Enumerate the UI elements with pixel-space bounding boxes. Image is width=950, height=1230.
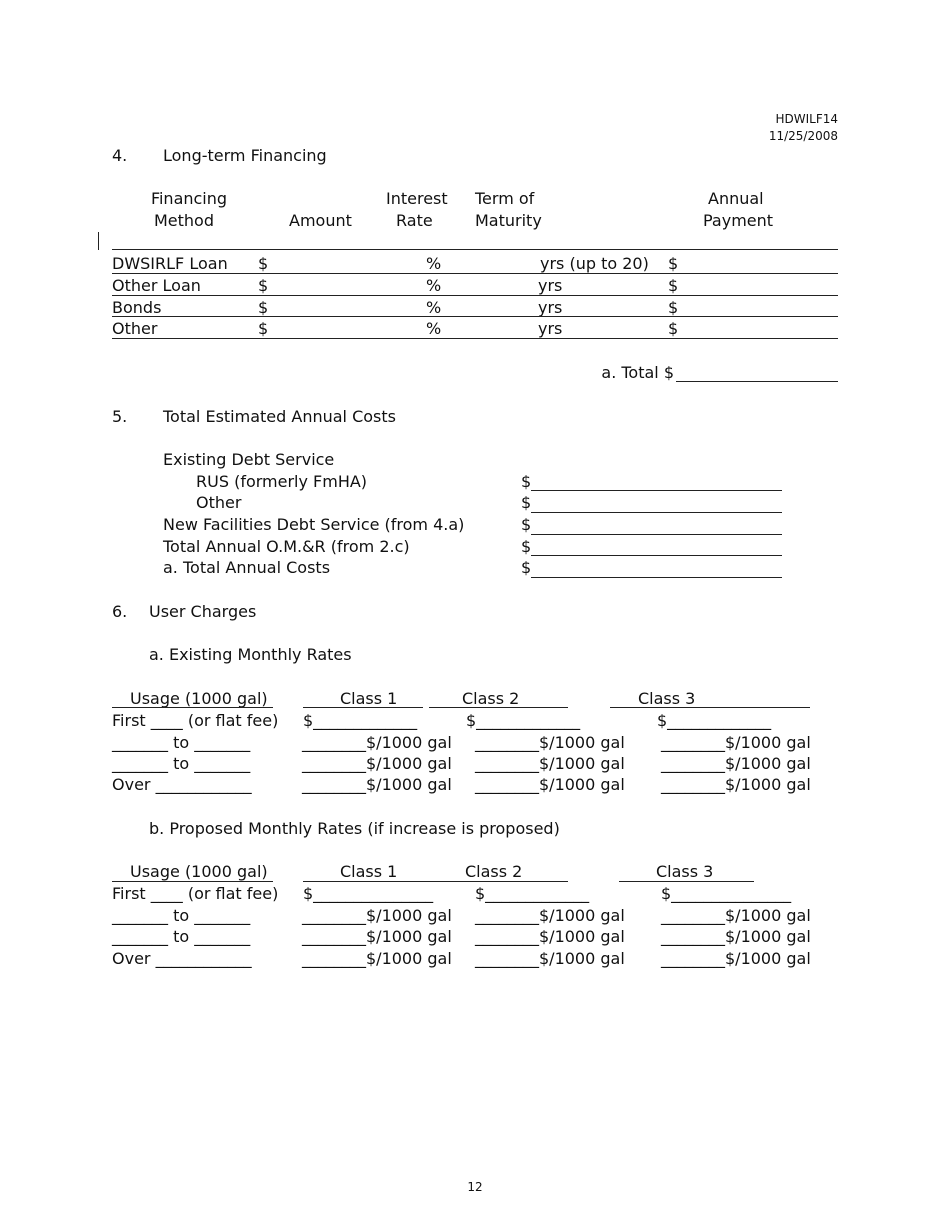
- col-header-amount: Amount: [289, 211, 352, 230]
- section-5-title: Total Estimated Annual Costs: [163, 407, 396, 426]
- col-header-rate-2: Rate: [396, 211, 433, 230]
- row-amount: $: [258, 276, 269, 295]
- row-term: yrs (up to 20): [540, 254, 649, 273]
- row-term: yrs: [538, 298, 563, 317]
- header-rule: [303, 707, 423, 708]
- rate-class1: ________$/1000 gal: [302, 949, 452, 968]
- row-rate: %: [426, 319, 442, 338]
- rate-class1: ________$/1000 gal: [302, 775, 452, 794]
- col-header-term-2: Maturity: [475, 211, 542, 230]
- cost-item-dollar: $: [521, 558, 532, 577]
- col-header-payment-1: Annual: [708, 189, 764, 208]
- row-method: DWSIRLF Loan: [112, 254, 228, 273]
- cost-item-field[interactable]: [531, 534, 782, 535]
- cost-item-label: Other: [196, 493, 242, 512]
- cost-item-field[interactable]: [531, 490, 782, 491]
- rate-class2: ________$/1000 gal: [475, 733, 625, 752]
- col-header-method-1: Financing: [150, 189, 228, 208]
- total-field[interactable]: [676, 381, 838, 382]
- header-rule: [610, 707, 810, 708]
- cost-item-field[interactable]: [531, 577, 782, 578]
- existing-debt-label: Existing Debt Service: [163, 450, 335, 469]
- rate-class3: $_____________: [657, 711, 772, 730]
- cost-item-dollar: $: [521, 537, 532, 556]
- cost-item-label: New Facilities Debt Service (from 4.a): [163, 515, 465, 534]
- row-payment: $: [668, 276, 679, 295]
- col-header-payment-2: Payment: [703, 211, 774, 230]
- col-header-term-1: Term of: [475, 189, 535, 208]
- rate-usage: First ____ (or flat fee): [112, 884, 279, 903]
- rate-class3: $_______________: [661, 884, 792, 903]
- rate-class1: ________$/1000 gal: [302, 906, 452, 925]
- rate-usage: _______ to _______: [112, 927, 251, 946]
- text-cursor: [98, 232, 99, 250]
- col-header-class1: Class 1: [340, 862, 398, 881]
- section-4-number: 4.: [112, 146, 128, 165]
- rate-class3: ________$/1000 gal: [661, 775, 811, 794]
- header-rule: [112, 881, 273, 882]
- rate-usage: _______ to _______: [112, 906, 251, 925]
- row-rule: [112, 316, 838, 317]
- rate-class2: ________$/1000 gal: [475, 927, 625, 946]
- cost-item-label: a. Total Annual Costs: [163, 558, 331, 577]
- rate-class2: $_____________: [475, 884, 590, 903]
- rate-class2: $_____________: [466, 711, 581, 730]
- cost-item-field[interactable]: [531, 512, 782, 513]
- col-header-class3: Class 3: [638, 689, 696, 708]
- row-rate: %: [426, 254, 442, 273]
- row-rate: %: [426, 276, 442, 295]
- row-rule: [112, 338, 838, 339]
- rate-class1: ________$/1000 gal: [302, 733, 452, 752]
- row-rule: [112, 295, 838, 296]
- form-code: HDWILF14: [775, 112, 838, 126]
- rate-class2: ________$/1000 gal: [475, 949, 625, 968]
- rate-class3: ________$/1000 gal: [661, 733, 811, 752]
- rate-class1: ________$/1000 gal: [302, 927, 452, 946]
- row-amount: $: [258, 319, 269, 338]
- rate-class1: ________$/1000 gal: [302, 754, 452, 773]
- col-header-class1: Class 1: [340, 689, 398, 708]
- section-6-title: User Charges: [149, 602, 257, 621]
- rate-usage: First ____ (or flat fee): [112, 711, 279, 730]
- header-rule: [303, 881, 428, 882]
- rate-usage: Over ____________: [112, 775, 252, 794]
- section-4-title: Long-term Financing: [163, 146, 327, 165]
- header-rule: [429, 707, 568, 708]
- row-term: yrs: [538, 319, 563, 338]
- existing-rates-title: a. Existing Monthly Rates: [149, 645, 352, 664]
- col-header-class3: Class 3: [656, 862, 714, 881]
- row-payment: $: [668, 254, 679, 273]
- proposed-rates-title: b. Proposed Monthly Rates (if increase is proposed): [149, 819, 560, 838]
- rate-class1: $_____________: [303, 711, 418, 730]
- rate-usage: _______ to _______: [112, 754, 251, 773]
- row-amount: $: [258, 254, 269, 273]
- col-header-usage: Usage (1000 gal): [130, 862, 268, 881]
- rate-class2: ________$/1000 gal: [475, 754, 625, 773]
- row-term: yrs: [538, 276, 563, 295]
- section-5-number: 5.: [112, 407, 128, 426]
- rate-class1: $_______________: [303, 884, 434, 903]
- section-6-number: 6.: [112, 602, 128, 621]
- col-header-method-2: Method: [153, 211, 214, 230]
- rate-class2: ________$/1000 gal: [475, 906, 625, 925]
- form-date: 11/25/2008: [768, 129, 838, 143]
- rate-usage: _______ to _______: [112, 733, 251, 752]
- cost-item-dollar: $: [521, 515, 532, 534]
- cost-item-label: Total Annual O.M.&R (from 2.c): [163, 537, 410, 556]
- table-header-rule: [112, 249, 838, 250]
- rate-class3: ________$/1000 gal: [661, 754, 811, 773]
- cost-item-label: RUS (formerly FmHA): [196, 472, 368, 491]
- row-method: Other Loan: [112, 276, 201, 295]
- page-number: 12: [467, 1180, 483, 1194]
- header-rule: [112, 707, 273, 708]
- total-label: a. Total $: [601, 363, 674, 382]
- row-amount: $: [258, 298, 269, 317]
- row-rule: [112, 273, 838, 274]
- row-payment: $: [668, 319, 679, 338]
- col-header-usage: Usage (1000 gal): [130, 689, 268, 708]
- rate-class3: ________$/1000 gal: [661, 949, 811, 968]
- rate-usage: Over ____________: [112, 949, 252, 968]
- cost-item-dollar: $: [521, 493, 532, 512]
- header-rule: [619, 881, 754, 882]
- cost-item-field[interactable]: [531, 555, 782, 556]
- col-header-class2: Class 2: [462, 689, 520, 708]
- rate-class3: ________$/1000 gal: [661, 906, 811, 925]
- col-header-rate-1: Interest: [386, 189, 448, 208]
- row-payment: $: [668, 298, 679, 317]
- row-rate: %: [426, 298, 442, 317]
- row-method: Other: [112, 319, 158, 338]
- rate-class3: ________$/1000 gal: [661, 927, 811, 946]
- rate-class2: ________$/1000 gal: [475, 775, 625, 794]
- header-rule: [428, 881, 568, 882]
- cost-item-dollar: $: [521, 472, 532, 491]
- row-method: Bonds: [112, 298, 162, 317]
- col-header-class2: Class 2: [465, 862, 523, 881]
